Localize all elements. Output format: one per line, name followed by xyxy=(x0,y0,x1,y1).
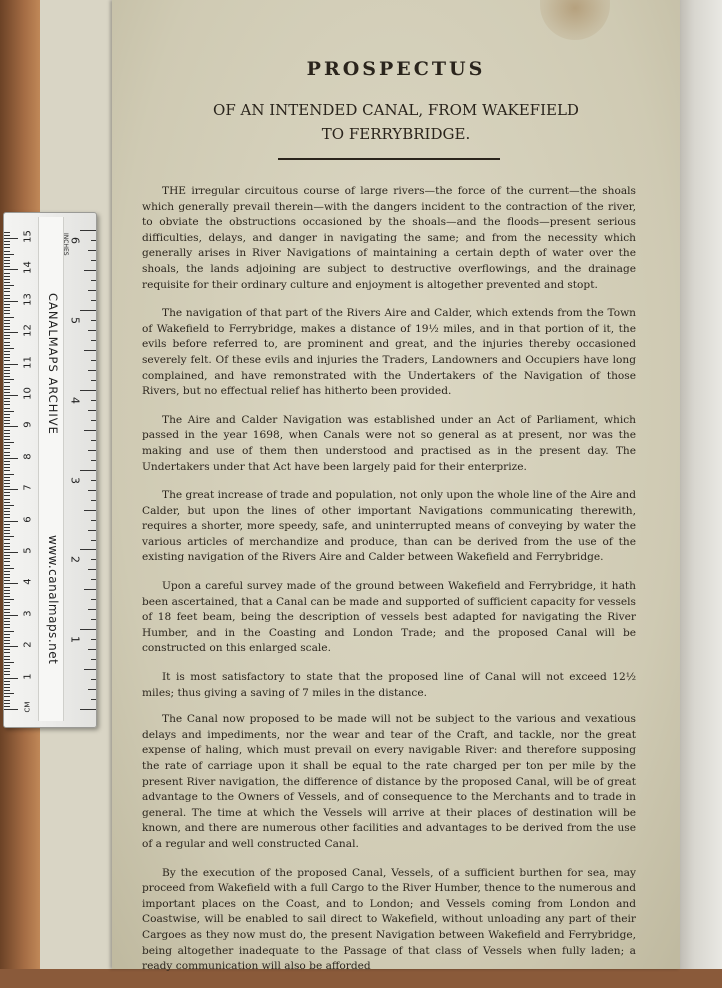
inch-tick xyxy=(91,679,96,680)
cm-tick xyxy=(4,637,10,638)
cm-tick xyxy=(4,269,18,270)
cm-tick xyxy=(4,580,10,581)
cm-tick xyxy=(4,430,10,431)
cm-tick xyxy=(4,605,10,606)
cm-tick xyxy=(4,373,10,374)
cm-tick xyxy=(4,426,18,427)
inch-tick xyxy=(91,440,96,441)
cm-tick xyxy=(4,508,10,509)
cm-tick xyxy=(4,467,10,468)
inch-tick xyxy=(91,540,96,541)
cm-tick xyxy=(4,489,18,490)
inch-tick xyxy=(88,609,96,610)
cm-tick xyxy=(4,696,10,697)
inch-tick xyxy=(91,599,96,600)
inch-tick xyxy=(91,240,96,241)
cm-tick xyxy=(4,499,10,500)
inch-tick xyxy=(91,460,96,461)
cm-tick xyxy=(4,587,10,588)
cm-tick xyxy=(4,461,10,462)
cm-tick xyxy=(4,615,18,616)
cm-tick xyxy=(4,646,18,647)
inch-tick xyxy=(91,340,96,341)
paragraph-7: The Canal now proposed to be made will not be subject to the various and vexatious delays and impediments, nor the wear and tear of the Craft, and tackle, nor the great expense of haling, which must prevail on every navigable River: and therefore supposing the rate of carriage upon it shall be equal to the rate charged per ton per mile by the present River navigation, the difference of distance by the proposed Canal, will be of great advantage to the Owners of Vessels, and of consequence to the Merchants and to trade in general. The time at which the Vessels will arrive at their places of destination will be known, and there are numerous other facilities and advantages to be derived from the use of a regular and well constructed Canal. xyxy=(142,713,636,850)
paragraph-3: The Aire and Calder Navigation was established under an Act of Parliament, which passed in the year 1698, when Canals were not so general as at present, nor was the making and use of them then understood and practised as in the present day. The Undertakers under that Act have been largely paid for their enterprize. xyxy=(142,413,636,473)
cm-tick xyxy=(4,247,10,248)
inch-tick xyxy=(91,320,96,321)
cm-tick xyxy=(4,276,10,277)
table-surface-right xyxy=(676,0,722,969)
cm-tick xyxy=(4,527,10,528)
cm-tick xyxy=(4,618,10,619)
cm-tick xyxy=(4,342,10,343)
cm-tick xyxy=(4,571,10,572)
paragraph-8: By the execution of the proposed Canal, Vessels, of a sufficient burthen for sea, may proceed from Wakefield with a full Cargo to the River Humber, thence to the numerous and important places on the Coast, and to London; and Vessels coming from London and Coastwise, will be enabled to sail direct to Wakefield, without unloading any part of their Cargoes as they now must do, the present Navigation between Wakefield and Ferrybridge, being altogether inadequate to the Passage of that class of Vessels when fully laden; a ready communication will also be afforded xyxy=(142,866,636,973)
cm-number: 15 xyxy=(22,230,34,243)
cm-tick xyxy=(4,609,10,610)
cm-tick xyxy=(4,656,10,657)
cm-tick xyxy=(4,495,10,496)
cm-tick xyxy=(4,404,10,405)
cm-number: 9 xyxy=(22,421,34,429)
cm-tick xyxy=(4,288,10,289)
cm-tick xyxy=(4,583,18,584)
inch-tick xyxy=(88,410,96,411)
ruler-archive-label: CANALMAPS ARCHIVE xyxy=(46,293,60,435)
cm-tick xyxy=(4,631,14,632)
ruler-inch-unit: INCHES xyxy=(62,233,69,256)
inch-tick xyxy=(88,330,96,331)
cm-tick xyxy=(4,335,10,336)
cm-tick xyxy=(4,555,10,556)
cm-tick xyxy=(4,536,14,537)
cm-tick xyxy=(4,602,10,603)
cm-tick xyxy=(4,414,10,415)
cm-tick xyxy=(4,351,10,352)
cm-tick xyxy=(4,709,18,710)
cm-tick xyxy=(4,401,10,402)
cm-tick xyxy=(4,411,14,412)
cm-tick xyxy=(4,323,10,324)
cm-tick xyxy=(4,640,10,641)
inch-tick xyxy=(88,530,96,531)
inch-tick xyxy=(84,510,96,511)
cm-tick xyxy=(4,307,10,308)
cm-tick xyxy=(4,357,10,358)
cm-tick xyxy=(4,389,10,390)
cm-tick xyxy=(4,483,10,484)
cm-tick xyxy=(4,420,10,421)
cm-tick xyxy=(4,235,10,236)
cm-tick xyxy=(4,338,10,339)
cm-tick xyxy=(4,687,10,688)
cm-tick xyxy=(4,624,10,625)
cm-tick xyxy=(4,674,10,675)
cm-number: 6 xyxy=(22,515,34,523)
inch-tick xyxy=(80,629,96,630)
cm-tick xyxy=(4,505,14,506)
cm-tick xyxy=(4,408,10,409)
inch-tick xyxy=(80,709,96,710)
cm-tick xyxy=(4,442,14,443)
cm-tick xyxy=(4,317,14,318)
inch-tick xyxy=(84,669,96,670)
inch-tick xyxy=(91,400,96,401)
cm-tick xyxy=(4,244,10,245)
cm-tick xyxy=(4,590,10,591)
cm-tick xyxy=(4,492,10,493)
stain-mark xyxy=(540,0,610,40)
inch-tick xyxy=(84,270,96,271)
cm-number: 14 xyxy=(22,261,34,275)
cm-tick xyxy=(4,634,10,635)
cm-tick xyxy=(4,254,14,255)
cm-tick xyxy=(4,517,10,518)
paragraph-6: It is most satisfactory to state that the proposed line of Canal will not exceed 12½ miles; thus giving a saving of 7 miles in the distance. xyxy=(142,671,636,699)
cm-number: 10 xyxy=(22,387,34,400)
cm-tick xyxy=(4,395,18,396)
cm-tick xyxy=(4,703,10,704)
cm-tick xyxy=(4,282,10,283)
inch-tick xyxy=(88,649,96,650)
cm-tick xyxy=(4,684,10,685)
cm-tick xyxy=(4,379,14,380)
cm-tick xyxy=(4,263,10,264)
document-body xyxy=(142,184,636,988)
cm-tick xyxy=(4,392,10,393)
cm-tick xyxy=(4,439,10,440)
inch-tick xyxy=(91,579,96,580)
inch-tick xyxy=(91,360,96,361)
cm-tick xyxy=(4,433,10,434)
cm-tick xyxy=(4,382,10,383)
inch-tick xyxy=(88,569,96,570)
cm-tick xyxy=(4,348,14,349)
inch-tick xyxy=(84,350,96,351)
cm-tick xyxy=(4,251,10,252)
cm-tick xyxy=(4,706,10,707)
cm-tick xyxy=(4,678,18,679)
inch-tick xyxy=(91,639,96,640)
cm-tick xyxy=(4,596,10,597)
title-rule xyxy=(278,158,500,160)
cm-tick xyxy=(4,593,10,594)
cm-tick xyxy=(4,470,10,471)
cm-tick xyxy=(4,332,18,333)
cm-number: 5 xyxy=(22,547,34,554)
inch-tick xyxy=(84,430,96,431)
cm-tick xyxy=(4,260,10,261)
cm-tick xyxy=(4,376,10,377)
inch-tick xyxy=(88,490,96,491)
inch-tick xyxy=(91,559,96,560)
inch-tick xyxy=(91,260,96,261)
cm-tick xyxy=(4,423,10,424)
cm-number: 7 xyxy=(22,484,34,491)
subtitle-line-2: TO FERRYBRIDGE. xyxy=(321,125,471,143)
cm-tick xyxy=(4,345,10,346)
cm-tick xyxy=(4,310,10,311)
cm-tick xyxy=(4,298,10,299)
cm-tick xyxy=(4,690,10,691)
cm-tick xyxy=(4,477,10,478)
cm-number: 12 xyxy=(22,324,34,338)
cm-tick xyxy=(4,574,10,575)
cm-tick xyxy=(4,552,18,553)
inch-tick xyxy=(91,380,96,381)
cm-tick xyxy=(4,301,18,302)
cm-tick xyxy=(4,530,10,531)
paragraph-2: The navigation of that part of the Rivers Aire and Calder, which extends from the Town of Wakefield to Ferrybridge, makes a distance of 19½ miles, and in that portion of it, the evils before referred to, are prominent and great, and the injuries thereby occasioned severely felt. Of these evils and injuries the Traders, Landowners and Occupiers have long complained, and have remonstrated with the Undertakers of the Navigation of those Rivers, but no effectual relief has hitherto been provided. xyxy=(142,307,636,398)
cm-tick xyxy=(4,386,10,387)
inch-tick xyxy=(91,300,96,301)
cm-tick xyxy=(4,448,10,449)
cm-tick xyxy=(4,649,10,650)
inch-tick xyxy=(91,420,96,421)
cm-tick xyxy=(4,565,10,566)
paragraph-4: The great increase of trade and population, not only upon the whole line of the Aire and Calder, but upon the lines of other important Navigations communicating therewith, requires a shorter, more speedy, safe, and uninterrupted means of conveying by water the various articles of merchandize and produce, than can be derived from the use of the existing navigation of the Rivers Aire and Calder between Wakefield and Ferrybridge. xyxy=(142,489,636,564)
inch-tick xyxy=(88,290,96,291)
inch-number: 4 xyxy=(68,396,82,404)
inch-tick xyxy=(88,689,96,690)
cm-tick xyxy=(4,558,10,559)
cm-tick xyxy=(4,521,18,522)
cm-tick xyxy=(4,539,10,540)
cm-tick xyxy=(4,561,10,562)
cm-tick xyxy=(4,285,14,286)
cm-tick xyxy=(4,662,14,663)
inch-number: 3 xyxy=(68,476,82,484)
cm-number: 2 xyxy=(22,641,34,648)
inch-tick xyxy=(91,280,96,281)
cm-tick xyxy=(4,700,10,701)
cm-tick xyxy=(4,232,10,233)
cm-tick xyxy=(4,533,10,534)
cm-tick xyxy=(4,354,10,355)
cm-tick xyxy=(4,568,14,569)
inch-number: 2 xyxy=(68,556,82,564)
cm-tick xyxy=(4,279,10,280)
inch-tick xyxy=(88,250,96,251)
inch-tick xyxy=(88,450,96,451)
cm-tick xyxy=(4,417,10,418)
cm-tick xyxy=(4,671,10,672)
cm-tick xyxy=(4,621,10,622)
cm-tick xyxy=(4,524,10,525)
inch-tick xyxy=(91,480,96,481)
ruler-site-label: www.canalmaps.net xyxy=(46,535,60,665)
paragraph-5: Upon a careful survey made of the ground between Wakefield and Ferrybridge, it hath been ascertained, that a Canal can be made and supported of sufficient capacity for vessels of 18 feet beam, being the description of vessels best adapted for navigating the River Humber, and in the Coasting and London Trade; and the proposed Canal will be constructed on this enlarged scale. xyxy=(142,580,636,655)
cm-tick xyxy=(4,577,10,578)
cm-tick xyxy=(4,326,10,327)
cm-tick xyxy=(4,464,10,465)
inch-tick xyxy=(80,470,96,471)
inch-tick xyxy=(80,310,96,311)
inch-tick xyxy=(80,549,96,550)
cm-tick xyxy=(4,241,10,242)
cm-tick xyxy=(4,370,10,371)
cm-number: 8 xyxy=(22,453,34,460)
cm-tick xyxy=(4,257,10,258)
inch-tick xyxy=(84,589,96,590)
cm-tick xyxy=(4,238,18,239)
cm-tick xyxy=(4,486,10,487)
cm-number: 3 xyxy=(22,610,34,617)
cm-tick xyxy=(4,543,10,544)
inch-tick xyxy=(80,230,96,231)
inch-tick xyxy=(91,500,96,501)
inch-tick xyxy=(88,370,96,371)
cm-tick xyxy=(4,668,10,669)
subtitle-line-1: OF AN INTENDED CANAL, FROM WAKEFIELD xyxy=(213,101,579,119)
cm-tick xyxy=(4,266,10,267)
cm-tick xyxy=(4,320,10,321)
cm-tick xyxy=(4,599,14,600)
cm-tick xyxy=(4,502,10,503)
cm-tick xyxy=(4,273,10,274)
cm-tick xyxy=(4,295,10,296)
cm-tick xyxy=(4,445,10,446)
cm-tick xyxy=(4,659,10,660)
cm-tick xyxy=(4,681,10,682)
cm-tick xyxy=(4,652,10,653)
paragraph-1: THE irregular circuitous course of large rivers—the force of the current—the shoals which generally prevail therein—with the dangers incident to the contraction of the river, to obviate the obstructions occasioned by the shoals—and the floods—present serious difficulties, delays, and danger in navigating the same; and from the necessity which generally arises in River Navigations of maintaining a certain depth of water over the shoals, the lands adjoining are subject to destructive overflowings, and the drainage requisite for their ordinary culture and enjoyment is altogether prevented and stopt. xyxy=(142,185,636,291)
document-subtitle xyxy=(112,98,680,146)
cm-tick xyxy=(4,546,10,547)
inch-tick xyxy=(91,520,96,521)
document-title: PROSPECTUS xyxy=(306,58,486,80)
cm-number: 4 xyxy=(22,578,34,586)
cm-tick xyxy=(4,627,10,628)
cm-tick xyxy=(4,514,10,515)
cm-tick xyxy=(4,304,10,305)
cm-number: 11 xyxy=(22,355,34,369)
cm-tick xyxy=(4,367,10,368)
cm-tick xyxy=(4,291,10,292)
cm-tick xyxy=(4,313,10,314)
cm-tick xyxy=(4,474,14,475)
cm-tick xyxy=(4,511,10,512)
inch-tick xyxy=(91,619,96,620)
inch-tick xyxy=(80,390,96,391)
cm-tick xyxy=(4,436,10,437)
cm-number: 13 xyxy=(22,292,34,306)
cm-tick xyxy=(4,398,10,399)
cm-tick xyxy=(4,549,10,550)
cm-tick xyxy=(4,452,10,453)
inch-number: 6 xyxy=(68,237,82,245)
cm-tick xyxy=(4,693,14,694)
cm-tick xyxy=(4,458,18,459)
inch-tick xyxy=(91,659,96,660)
ruler-cm-unit: CM xyxy=(23,701,32,713)
cm-tick xyxy=(4,329,10,330)
inch-number: 1 xyxy=(68,636,82,644)
cm-tick xyxy=(4,643,10,644)
inch-number: 5 xyxy=(68,317,82,325)
cm-tick xyxy=(4,455,10,456)
scale-ruler xyxy=(3,212,97,728)
cm-tick xyxy=(4,364,18,365)
cm-tick xyxy=(4,665,10,666)
cm-tick xyxy=(4,480,10,481)
cm-tick xyxy=(4,360,10,361)
inch-tick xyxy=(91,699,96,700)
cm-tick xyxy=(4,612,10,613)
cm-number: 1 xyxy=(22,672,34,680)
